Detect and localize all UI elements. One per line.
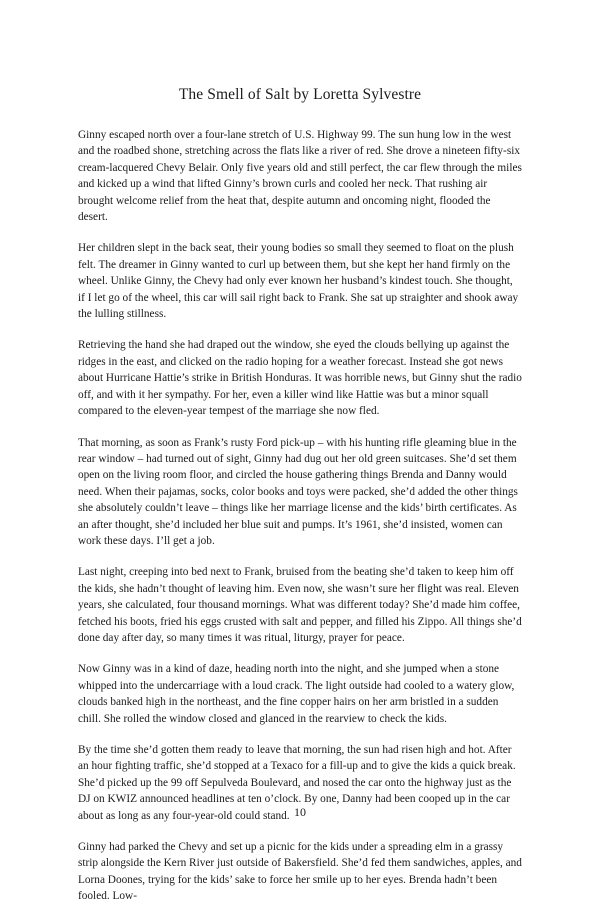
paragraph-8: Ginny had parked the Chevy and set up a picnic for the kids under a spreading elm in a grassy strip alongside the Kern River just outside of Bakersfield. She’d fed them sandwiches, apples, and Lorna Doones, trying for the kids’ sake to force her smile up to her eyes. Brenda hadn’t been fooled. Low- <box>78 841 522 903</box>
paragraph-2: Her children slept in the back seat, their young bodies so small they seemed to float on the plush felt. The dreamer in Ginny wanted to curl up between them, but she kept her hand firmly on the wheel. Unlike Ginny, the Chevy had only ever known her husband’s kindest touch. She thought, if I let go of the wheel, this car will sail right back to Frank. She sat up straighter and shook away the lulling stillness. <box>78 242 519 321</box>
paragraph-4: That morning, as soon as Frank’s rusty Ford pick-up – with his hunting rifle gleaming blue in the rear window – had turned out of sight, Ginny had dug out her old green suitcases. She’d set them open on the living room floor, and circled the house gathering things Brenda and Danny would need. When their pajamas, socks, color books and toys were packed, she’d added the other things she absolutely couldn’t leave – things like her marriage license and the kids’ birth certificates. As an after thought, she’d included her blue suit and pumps. It’s 1961, she’d insisted, women can work these days. I’ll get a job. <box>78 436 518 547</box>
paragraph-1: Ginny escaped north over a four-lane stretch of U.S. Highway 99. The sun hung low in the west and the roadbed shone, stretching across the flats like a river of red. She drove a nineteen fifty-six cream-lacquered Chevy Belair. Only five years old and still perfect, the car flew through the miles and kicked up a wind that lifted Ginny’s brown curls and cooled her neck. That rushing air brought welcome relief from the heat that, despite autumn and oncoming night, flooded the desert. <box>78 129 522 224</box>
paragraph-3: Retrieving the hand she had draped out the window, she eyed the clouds bellying up against the ridges in the east, and clicked on the radio hoping for a weather forecast. Instead she got news about Hurricane Hattie’s strike in British Honduras. It was horrible news, but Ginny shut the radio off, and with it her sympathy. For her, even a killer wind like Hattie was but a minor squall compared to the eleven-year tempest of the marriage she now fled. <box>78 339 522 418</box>
story-title: The Smell of Salt by Loretta Sylvestre <box>178 86 422 103</box>
paragraph-6: Now Ginny was in a kind of daze, heading north into the night, and she jumped when a stone whipped into the undercarriage with a loud crack. The light outside had cooled to a watery glow, clouds banked high in the northeast, and the fine copper hairs on her arm bristled in a sudden chill. She rolled the window closed and glanced in the rearview to check the kids. <box>78 663 515 725</box>
paragraph-7: By the time she’d gotten them ready to leave that morning, the sun had risen high and hot. After an hour fighting traffic, she’d stopped at a Texaco for a fill-up and to give the kids a quick break. She’d picked up the 99 off Sepulveda Boulevard, and nosed the car onto the highway just as the DJ on KWIZ announced headlines at ten o’clock. By one, Danny had been cooped up in the car about as long as any four-year-old could stand. <box>78 744 516 822</box>
page-number: 10 <box>294 805 306 819</box>
paragraph-5: Last night, creeping into bed next to Frank, bruised from the beating she’d taken to keep him off the kids, she hadn’t thought of leaving him. Even now, she wasn’t sure her flight was real. Eleven years, she calculated, four thousand mornings. What was different today? She’d made him coffee, fetched his boots, fried his eggs crusted with salt and pepper, and filled his Zippo. All things she’d done day after day, so many times it was ritual, liturgy, prayer for peace. <box>78 566 522 644</box>
